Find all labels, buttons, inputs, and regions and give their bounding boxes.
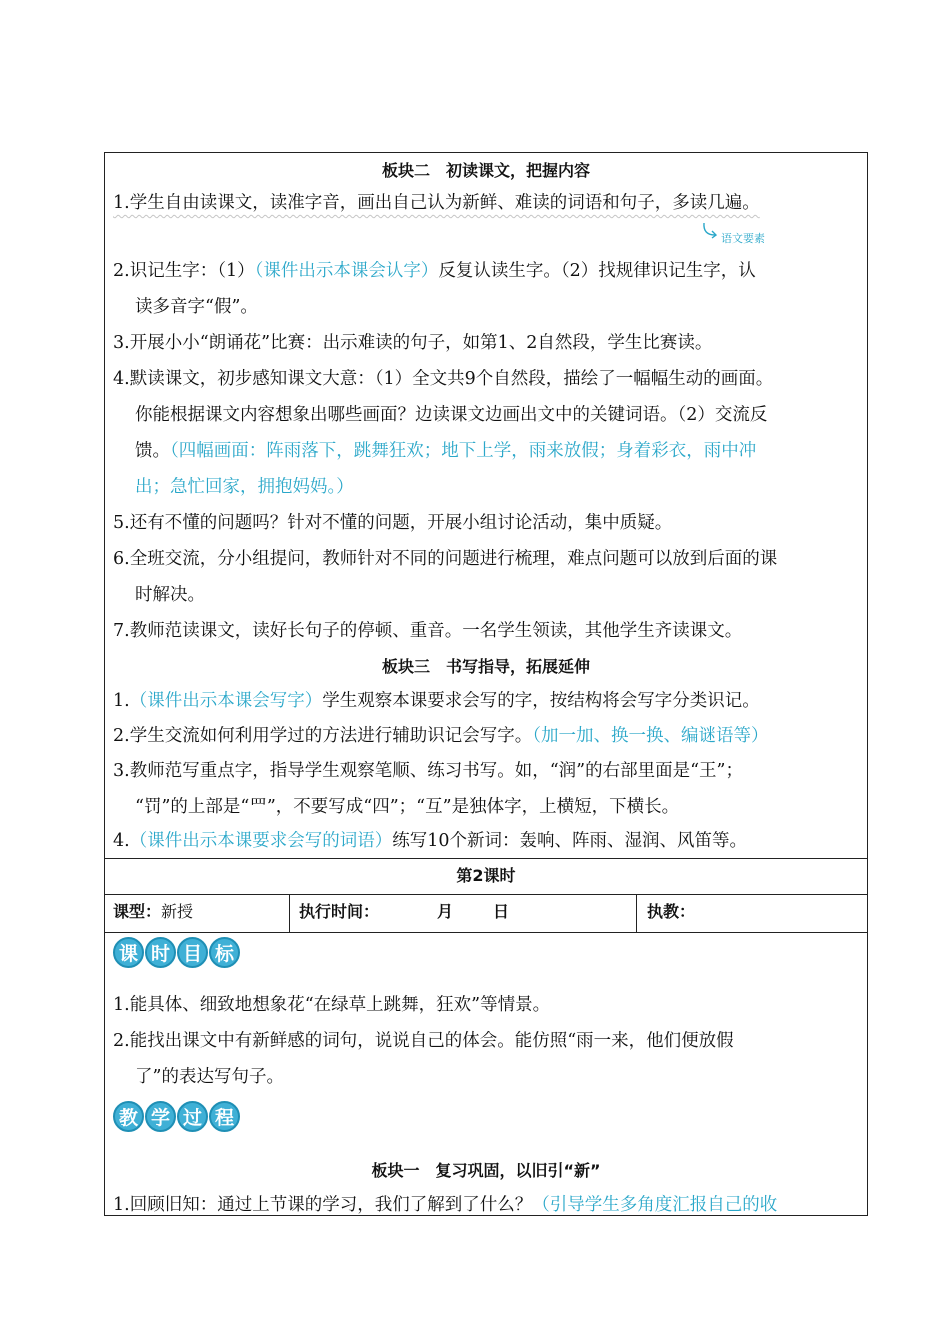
badge-char: 过 [177, 1101, 208, 1132]
goal-1: 1.能具体、细致地想象花“在绿草上跳舞，狂欢”等情景。 [113, 995, 551, 1015]
section3-p2-text: 2.学生交流如何利用学过的方法进行辅助识记会写字。 [113, 726, 533, 746]
teaching-process-badge [113, 1101, 240, 1132]
section2-p4-b: 你能根据课文内容想象出哪些画面？边读课文边画出文中的关键词语。（2）交流反 [135, 405, 768, 425]
section3-p4-highlight: （课件出示本课要求会写的词语） [129, 831, 393, 851]
process-p1-highlight: （引导学生多角度汇报自己的收 [532, 1195, 778, 1215]
section2-p6-a: 6.全班交流，分小组提问，教师针对不同的问题进行梳理，难点问题可以放到后面的课 [113, 549, 778, 569]
badge-char: 课 [113, 937, 144, 968]
teacher-label: 执教： [647, 902, 696, 921]
process-p1-text: 1.回顾旧知：通过上节课的学习，我们了解到了什么？ [113, 1195, 533, 1215]
goal-2-a: 2.能找出课文中有新鲜感的词句，说说自己的体会。能仿照“雨一来，他们便放假 [113, 1031, 734, 1051]
section2-p3: 3.开展小小“朗诵花”比赛：出示难读的句子，如第1、2自然段，学生比赛读。 [113, 333, 713, 353]
section2-p4-d-highlight: 出；急忙回家，拥抱妈妈。） [135, 477, 354, 497]
section2-p5: 5.还有不懂的问题吗？针对不懂的问题，开展小组讨论活动，集中质疑。 [113, 513, 673, 533]
column-divider [636, 894, 637, 932]
badge-char: 目 [177, 937, 208, 968]
section3-header: 板块三 书写指导，拓展延伸 [381, 657, 590, 676]
section2-p4-c: 馈。 [135, 441, 170, 461]
section1-header: 板块一 复习巩固，以旧引“新” [371, 1161, 601, 1180]
badge-char: 标 [209, 937, 240, 968]
section3-p1-text: 学生观察本课要求会写的字，按结构将会写字分类识记。 [322, 691, 760, 711]
badge-char: 学 [145, 1101, 176, 1132]
section2-p4-a: 4.默读课文，初步感知课文大意：（1）全文共9个自然段，描绘了一幅幅生动的画面。 [113, 369, 774, 389]
section3-p1-num: 1. [113, 691, 130, 711]
section2-header: 板块二 初读课文，把握内容 [381, 161, 590, 180]
divider [105, 932, 867, 933]
section3-p2-highlight: （加一加、换一换、编谜语等） [532, 726, 769, 746]
goal-2-b: 了”的表达写句子。 [135, 1067, 284, 1087]
lesson-goals-badge [113, 937, 240, 968]
section2-p2-highlight: （课件出示本课会认字） [254, 261, 439, 281]
note-arrow-icon [701, 221, 723, 243]
lesson2-title: 第2课时 [456, 866, 516, 885]
time-day: 日 [493, 902, 510, 921]
section2-p1: 1.学生自由读课文，读准字音，画出自己认为新鲜、难读的词语和句子，多读几遍。 [113, 193, 760, 213]
section3-p3-a: 3.教师范写重点字，指导学生观察笔顺、练习书写。如，“润”的右部里面是“王”； [113, 761, 743, 781]
language-element-note: 语文要素 [721, 232, 765, 245]
section2-p2-a: 2.识记生字：（1） [113, 261, 255, 281]
section3-p4-num: 4. [113, 831, 130, 851]
section2-p2-b: 反复认读生字。（2）找规律识记生字，认 [438, 261, 756, 281]
lesson-plan-table [104, 152, 868, 1216]
column-divider [289, 894, 290, 932]
section3-p1-highlight: （课件出示本课会写字） [129, 691, 323, 711]
time-label: 执行时间： [299, 902, 380, 921]
badge-char: 时 [145, 937, 176, 968]
badge-char: 程 [209, 1101, 240, 1132]
badge-char: 教 [113, 1101, 144, 1132]
section2-p6-b: 时解决。 [135, 585, 205, 605]
section2-p4-c-highlight: （四幅画面：阵雨落下，跳舞狂欢；地下上学，雨来放假；身着彩衣，雨中冲 [170, 441, 757, 461]
section3-p4-text: 练写10个新词：轰响、阵雨、湿润、风笛等。 [392, 831, 747, 851]
section2-p2-cont: 读多音字“假”。 [135, 297, 258, 317]
section3-p3-b: “罚”的上部是“罒”，不要写成“四”；“互”是独体字，上横短，下横长。 [135, 797, 680, 817]
lesson-type-value: 新授 [161, 902, 194, 921]
lesson-type-label: 课型： [113, 902, 162, 921]
divider [105, 894, 867, 895]
time-month: 月 [437, 902, 454, 921]
section2-p7: 7.教师范读课文，读好长句子的停顿、重音。一名学生领读，其他学生齐读课文。 [113, 621, 743, 641]
